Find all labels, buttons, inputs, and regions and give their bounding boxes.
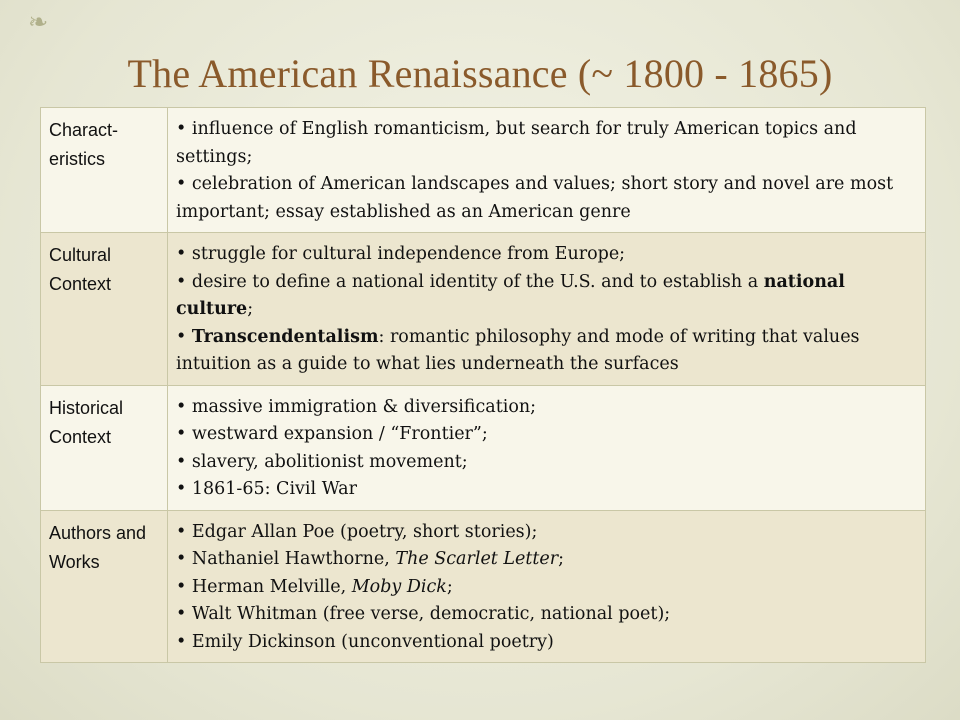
slide-title: The American Renaissance (~ 1800 - 1865) bbox=[127, 51, 833, 96]
row-body-characteristics bbox=[168, 108, 926, 233]
list-item: • celebration of American landscapes and values; short story and novel are most important; essay established as an American genre bbox=[176, 174, 894, 222]
list-item: • westward expansion / “Frontier”; bbox=[176, 424, 488, 444]
row-label-characteristics: Charact- eristics bbox=[41, 108, 168, 233]
text-run: ; bbox=[558, 549, 565, 569]
list-item bbox=[176, 574, 919, 602]
content-table bbox=[40, 107, 926, 663]
text-run: ; bbox=[446, 576, 453, 597]
bold-term-national-culture: national culture bbox=[176, 271, 845, 319]
list-item: • struggle for cultural independence from Europe; bbox=[176, 244, 626, 264]
list-item: • slavery, abolitionist movement; bbox=[176, 451, 468, 472]
list-item: • influence of English romanticism, but search for truly American topics and settings; bbox=[176, 119, 857, 167]
text-run: ; bbox=[247, 299, 254, 319]
bold-term-transcendentalism: Transcendentalism bbox=[191, 326, 379, 347]
list-item bbox=[176, 269, 919, 324]
table-row-characteristics bbox=[41, 108, 926, 233]
work-title-moby-dick: Moby Dick bbox=[351, 576, 447, 597]
table-row-historical-context bbox=[41, 385, 926, 510]
table-row-authors-works bbox=[41, 510, 926, 663]
text-run: • bbox=[176, 326, 192, 347]
slide-bullet-ornament: ❧ bbox=[28, 8, 49, 36]
table-row-cultural-context bbox=[41, 233, 926, 386]
text-run: • Nathaniel Hawthorne, bbox=[176, 549, 396, 569]
work-title-scarlet-letter: The Scarlet Letter bbox=[395, 549, 559, 569]
row-body-historical-context bbox=[168, 385, 926, 510]
list-item: • 1861-65: Civil War bbox=[176, 479, 357, 499]
list-item bbox=[176, 546, 919, 574]
row-body-authors-works bbox=[168, 510, 926, 663]
list-item bbox=[176, 324, 919, 379]
row-label-historical-context: Historical Context bbox=[41, 385, 168, 510]
text-run: : romantic philosophy and mode of writing that values intuition as a guide to what lies underneath the surfaces bbox=[176, 326, 860, 374]
list-item: • massive immigration & diversification; bbox=[176, 396, 537, 417]
list-item: • Walt Whitman (free verse, democratic, national poet); bbox=[176, 604, 671, 624]
text-run: • desire to define a national identity of the U.S. and to establish a bbox=[176, 271, 764, 292]
list-item: • Edgar Allan Poe (poetry, short stories); bbox=[176, 521, 538, 542]
list-item: • Emily Dickinson (unconventional poetry) bbox=[176, 631, 554, 652]
row-body-cultural-context bbox=[168, 233, 926, 386]
row-label-cultural-context: Cultural Context bbox=[41, 233, 168, 386]
text-run: • Herman Melville, bbox=[176, 576, 352, 597]
row-label-authors-works: Authors and Works bbox=[41, 510, 168, 663]
